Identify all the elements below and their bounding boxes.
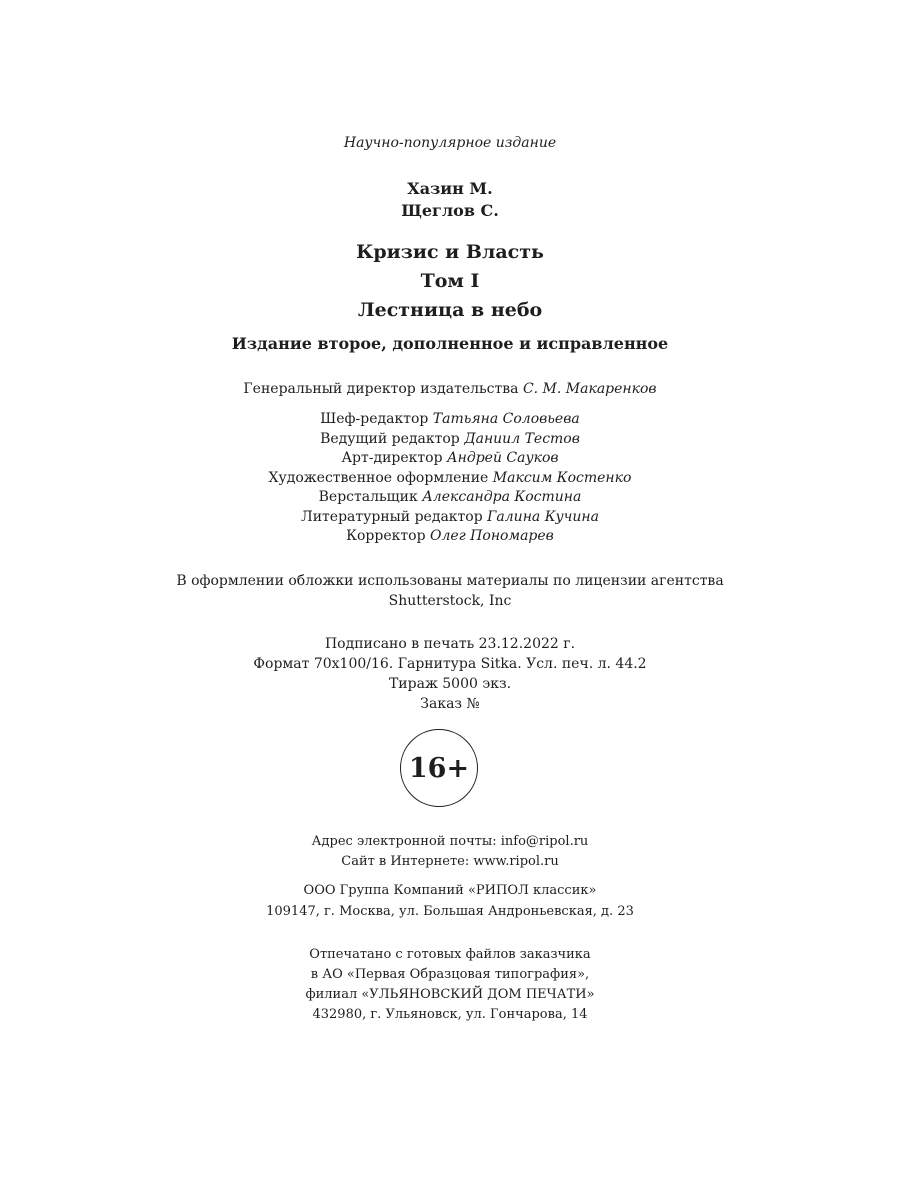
cover-note-line-1: В оформлении обложки использованы материалы по лицензии агентства: [176, 573, 724, 589]
credit-role: Шеф-редактор: [320, 411, 429, 427]
credit-role: Литературный редактор: [301, 508, 483, 525]
credit-name: Татьяна Соловьева: [432, 411, 580, 427]
credit-name: Максим Костенко: [492, 469, 632, 486]
volume-label: Том I: [420, 270, 480, 292]
contact-website: Сайт в Интернете: www.ripol.ru: [341, 854, 559, 869]
print-signed-date: Подписано в печать 23.12.2022 г.: [324, 636, 576, 652]
credit-role: Ведущий редактор: [320, 430, 460, 447]
director-role: Генеральный директор издательства: [243, 381, 519, 397]
credit-name: Олег Пономарев: [429, 528, 554, 544]
cover-note-line-2: Shutterstock, Inc: [388, 593, 512, 609]
contact-email: Адрес электронной почты: info@ripol.ru: [311, 834, 589, 849]
author-1: Хазин М.: [407, 179, 493, 198]
credit-line: [0, 488, 900, 508]
credit-role: Арт-директор: [341, 450, 443, 466]
printer-line-4: 432980, г. Ульяновск, ул. Гончарова, 14: [312, 1007, 588, 1022]
credit-line: [0, 469, 900, 489]
genre-label: Научно-популярное издание: [343, 135, 557, 151]
book-subtitle: Лестница в небо: [357, 299, 543, 321]
credit-name: Галина Кучина: [487, 508, 599, 525]
age-rating-badge: [400, 729, 478, 807]
credit-role: Корректор: [346, 528, 426, 544]
credit-line: [0, 430, 900, 450]
edition-note: Издание второе, дополненное и исправленное: [231, 334, 669, 353]
director-line: [0, 380, 900, 400]
credit-line: [0, 449, 900, 469]
credit-line: [0, 508, 900, 528]
book-title: Кризис и Власть: [356, 241, 544, 263]
credit-line: [0, 410, 900, 430]
printer-line-1: Отпечатано с готовых файлов заказчика: [309, 947, 591, 962]
credit-line: [0, 527, 900, 547]
credit-role: Художественное оформление: [268, 469, 489, 486]
order-number: Заказ №: [420, 696, 480, 712]
author-2: Щеглов С.: [401, 201, 499, 220]
age-rating-text: 16+: [408, 752, 470, 784]
publisher-address: 109147, г. Москва, ул. Большая Андроньевская, д. 23: [266, 904, 634, 919]
credit-name: Андрей Сауков: [447, 450, 559, 466]
print-format: Формат 70х100/16. Гарнитура Sitka. Усл. печ. л. 44.2: [253, 656, 647, 672]
printer-line-3: филиал «УЛЬЯНОВСКИЙ ДОМ ПЕЧАТИ»: [305, 987, 595, 1002]
publisher-name: ООО Группа Компаний «РИПОЛ классик»: [303, 883, 597, 898]
printer-line-2: в АО «Первая Образцовая типография»,: [310, 967, 590, 982]
director-name: С. М. Макаренков: [522, 381, 657, 397]
credit-name: Даниил Тестов: [464, 430, 580, 447]
credit-name: Александра Костина: [422, 489, 582, 505]
credit-role: Верстальщик: [318, 489, 418, 505]
print-run: Тираж 5000 экз.: [388, 676, 512, 692]
